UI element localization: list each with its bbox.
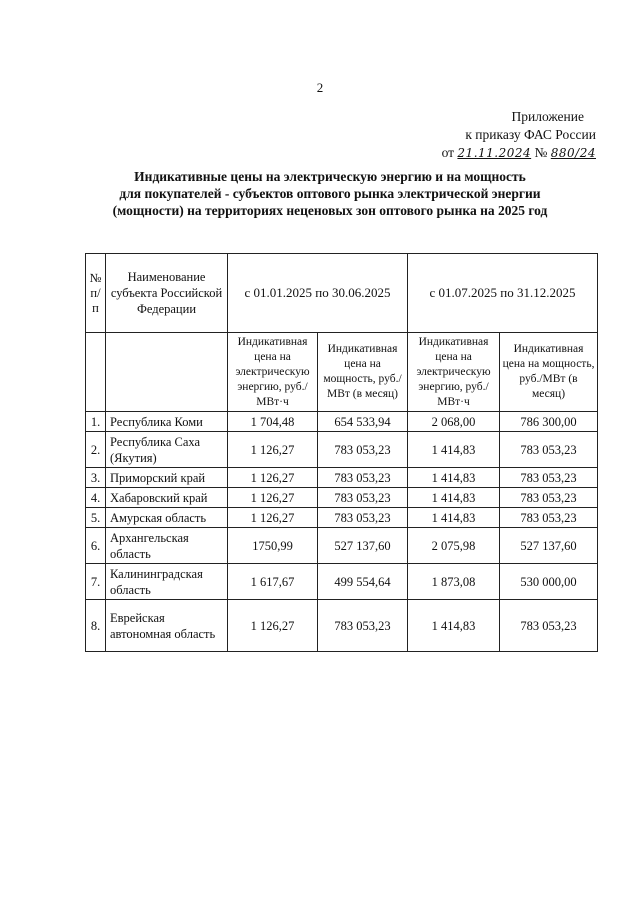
row-capacity-price-p1: 654 533,94 bbox=[318, 412, 408, 432]
row-capacity-price-p1: 783 053,23 bbox=[318, 432, 408, 468]
row-region: Еврейская автономная область bbox=[106, 600, 228, 652]
row-number: 7. bbox=[86, 564, 106, 600]
row-energy-price-p1: 1 617,67 bbox=[228, 564, 318, 600]
prices-table bbox=[85, 253, 598, 652]
row-energy-price-p1: 1 704,48 bbox=[228, 412, 318, 432]
table-row bbox=[86, 412, 598, 432]
row-energy-price-p2: 2 068,00 bbox=[408, 412, 500, 432]
title-line-2: для покупателей - субъектов оптового рынка электрической энергии bbox=[119, 186, 541, 201]
appendix-title: Приложение bbox=[511, 109, 584, 124]
header-num: № п/п bbox=[86, 254, 106, 333]
row-capacity-price-p2: 783 053,23 bbox=[500, 488, 598, 508]
header-period-1: с 01.01.2025 по 30.06.2025 bbox=[228, 254, 408, 333]
row-capacity-price-p2: 783 053,23 bbox=[500, 600, 598, 652]
table-row bbox=[86, 508, 598, 528]
table-row bbox=[86, 564, 598, 600]
row-region: Приморский край bbox=[106, 468, 228, 488]
page-number: 2 bbox=[316, 80, 324, 95]
handwritten-number: 880/24 bbox=[550, 146, 596, 160]
subheader-empty-region bbox=[106, 333, 228, 412]
row-energy-price-p1: 1 126,27 bbox=[228, 488, 318, 508]
header-period-2: с 01.07.2025 по 31.12.2025 bbox=[408, 254, 598, 333]
row-energy-price-p1: 1750,99 bbox=[228, 528, 318, 564]
row-number: 6. bbox=[86, 528, 106, 564]
title-line-1: Индикативные цены на электрическую энергию и на мощность bbox=[134, 169, 526, 184]
row-number: 5. bbox=[86, 508, 106, 528]
row-region: Амурская область bbox=[106, 508, 228, 528]
row-region: Республика Коми bbox=[106, 412, 228, 432]
subheader-empty-num bbox=[86, 333, 106, 412]
table-row bbox=[86, 432, 598, 468]
table-body bbox=[86, 412, 598, 652]
row-capacity-price-p1: 783 053,23 bbox=[318, 488, 408, 508]
row-energy-price-p1: 1 126,27 bbox=[228, 600, 318, 652]
row-energy-price-p2: 1 414,83 bbox=[408, 432, 500, 468]
handwritten-date: 21.11.2024 bbox=[457, 146, 532, 160]
from-label: от bbox=[441, 145, 455, 160]
table-row bbox=[86, 468, 598, 488]
row-capacity-price-p2: 783 053,23 bbox=[500, 468, 598, 488]
subheader-capacity-p2: Индикативная цена на мощность, руб./МВт (в месяц) bbox=[500, 333, 598, 412]
row-capacity-price-p1: 527 137,60 bbox=[318, 528, 408, 564]
row-capacity-price-p1: 499 554,64 bbox=[318, 564, 408, 600]
row-energy-price-p1: 1 126,27 bbox=[228, 432, 318, 468]
row-capacity-price-p2: 783 053,23 bbox=[500, 432, 598, 468]
appendix-order-ref: к приказу ФАС России bbox=[465, 127, 596, 142]
header-region: Наименование субъекта Российской Федерации bbox=[106, 254, 228, 333]
row-energy-price-p2: 1 414,83 bbox=[408, 468, 500, 488]
row-energy-price-p2: 1 414,83 bbox=[408, 488, 500, 508]
row-number: 1. bbox=[86, 412, 106, 432]
row-number: 8. bbox=[86, 600, 106, 652]
row-number: 2. bbox=[86, 432, 106, 468]
row-region: Хабаровский край bbox=[106, 488, 228, 508]
number-label: № bbox=[534, 145, 548, 160]
table-row bbox=[86, 600, 598, 652]
row-region: Калининградская область bbox=[106, 564, 228, 600]
subheader-energy-p1: Индикативная цена на электрическую энергию, руб./МВт·ч bbox=[228, 333, 318, 412]
row-capacity-price-p2: 530 000,00 bbox=[500, 564, 598, 600]
row-capacity-price-p2: 786 300,00 bbox=[500, 412, 598, 432]
row-capacity-price-p2: 783 053,23 bbox=[500, 508, 598, 528]
row-energy-price-p1: 1 126,27 bbox=[228, 468, 318, 488]
row-energy-price-p1: 1 126,27 bbox=[228, 508, 318, 528]
table-row bbox=[86, 528, 598, 564]
row-energy-price-p2: 1 414,83 bbox=[408, 508, 500, 528]
table-header-row bbox=[86, 254, 598, 333]
row-capacity-price-p1: 783 053,23 bbox=[318, 468, 408, 488]
row-energy-price-p2: 1 414,83 bbox=[408, 600, 500, 652]
row-region: Архангельская область bbox=[106, 528, 228, 564]
appendix-block bbox=[442, 108, 596, 162]
row-capacity-price-p1: 783 053,23 bbox=[318, 508, 408, 528]
subheader-energy-p2: Индикативная цена на электрическую энергию, руб./ МВт·ч bbox=[408, 333, 500, 412]
row-energy-price-p2: 1 873,08 bbox=[408, 564, 500, 600]
document-title bbox=[70, 168, 590, 219]
table-subheader-row bbox=[86, 333, 598, 412]
subheader-capacity-p1: Индикативная цена на мощность, руб./МВт (в месяц) bbox=[318, 333, 408, 412]
row-region: Республика Саха (Якутия) bbox=[106, 432, 228, 468]
row-number: 3. bbox=[86, 468, 106, 488]
row-capacity-price-p1: 783 053,23 bbox=[318, 600, 408, 652]
row-capacity-price-p2: 527 137,60 bbox=[500, 528, 598, 564]
row-energy-price-p2: 2 075,98 bbox=[408, 528, 500, 564]
row-number: 4. bbox=[86, 488, 106, 508]
table-row bbox=[86, 488, 598, 508]
title-line-3: (мощности) на территориях неценовых зон оптового рынка на 2025 год bbox=[112, 203, 548, 218]
appendix-date-number bbox=[442, 144, 596, 162]
